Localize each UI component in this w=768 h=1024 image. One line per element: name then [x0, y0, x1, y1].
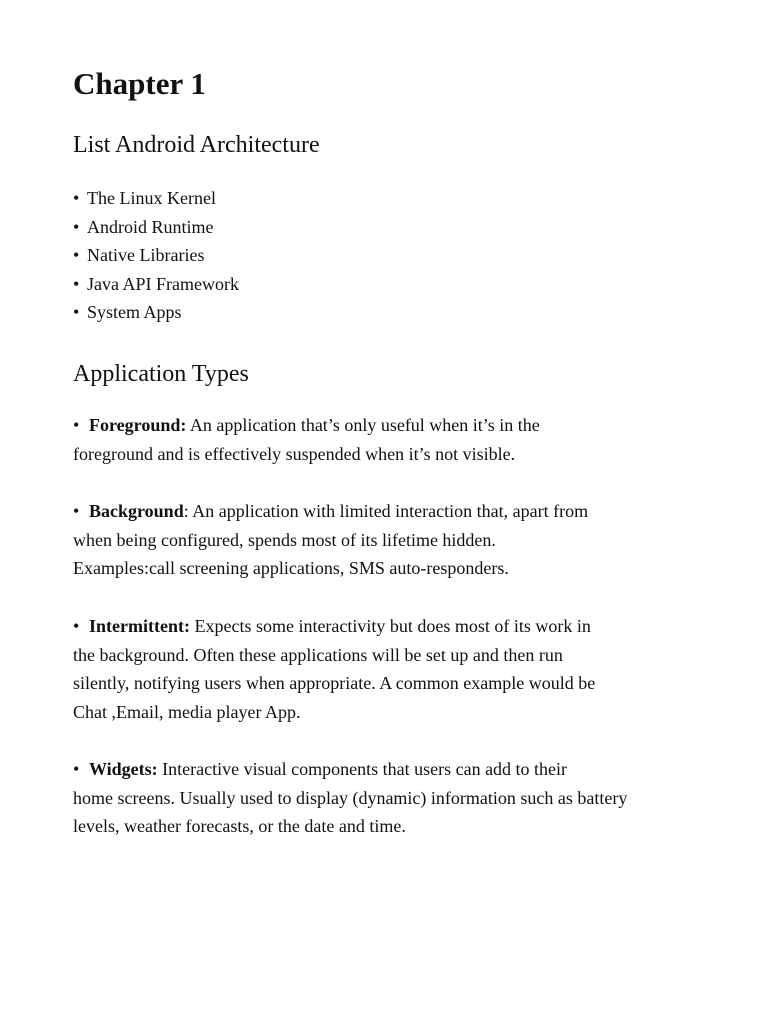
list-item	[73, 298, 239, 327]
bullet-icon: •	[73, 501, 80, 521]
bullet-icon: •	[73, 616, 80, 636]
app-type-widgets	[73, 755, 693, 841]
list-item	[73, 270, 239, 299]
list-item-text: System Apps	[87, 302, 182, 323]
bullet-icon: •	[73, 415, 80, 435]
architecture-heading: List Android Architecture	[73, 132, 320, 158]
app-type-first-line	[73, 612, 693, 641]
app-type-term: Foreground:	[89, 415, 187, 435]
bullet-icon: •	[73, 188, 80, 208]
list-item-text: Java API Framework	[87, 273, 239, 294]
app-type-description-line: foreground and is effectively suspended when it’s not visible.	[73, 443, 516, 464]
app-type-description-line: silently, notifying users when appropriate. A common example would be	[73, 673, 596, 694]
app-type-foreground	[73, 411, 693, 468]
app-type-description-line: home screens. Usually used to display (dynamic) information such as battery	[73, 787, 628, 808]
app-type-description: An application that’s only useful when it’s in the	[186, 415, 540, 435]
app-type-background	[73, 497, 693, 583]
list-item-text: Native Libraries	[87, 245, 205, 266]
architecture-list	[73, 184, 239, 327]
list-item-text: The Linux Kernel	[87, 188, 216, 208]
list-item	[73, 241, 239, 270]
app-type-term: Widgets:	[89, 759, 158, 779]
app-type-first-line	[73, 755, 693, 784]
list-item	[73, 213, 239, 242]
app-type-first-line	[73, 497, 693, 526]
app-type-term: Background	[89, 501, 184, 521]
chapter-title: Chapter 1	[73, 66, 206, 101]
app-type-description-line: Examples:call screening applications, SMS auto-responders.	[73, 558, 509, 579]
app-type-description: : An application with limited interaction that, apart from	[183, 501, 589, 521]
bullet-icon: •	[73, 273, 80, 294]
bullet-icon: •	[73, 216, 80, 237]
bullet-icon: •	[73, 759, 80, 779]
app-type-description-line: the background. Often these applications will be set up and then run	[73, 644, 563, 665]
list-item	[73, 184, 239, 213]
app-type-description-line: Chat ,Email, media player App.	[73, 701, 301, 722]
app-type-description-line: when being configured, spends most of its lifetime hidden.	[73, 529, 496, 550]
app-type-description: Expects some interactivity but does most of its work in	[189, 616, 591, 636]
list-item-text: Android Runtime	[87, 216, 214, 237]
app-type-description: Interactive visual components that users can add to their	[157, 759, 568, 779]
bullet-icon: •	[73, 302, 80, 323]
bullet-icon: •	[73, 245, 80, 266]
app-type-description-line: levels, weather forecasts, or the date and time.	[73, 816, 406, 837]
app-type-term: Intermittent:	[89, 616, 190, 636]
app-type-first-line	[73, 411, 693, 440]
application-types-heading: Application Types	[73, 361, 249, 387]
app-type-intermittent	[73, 612, 693, 726]
